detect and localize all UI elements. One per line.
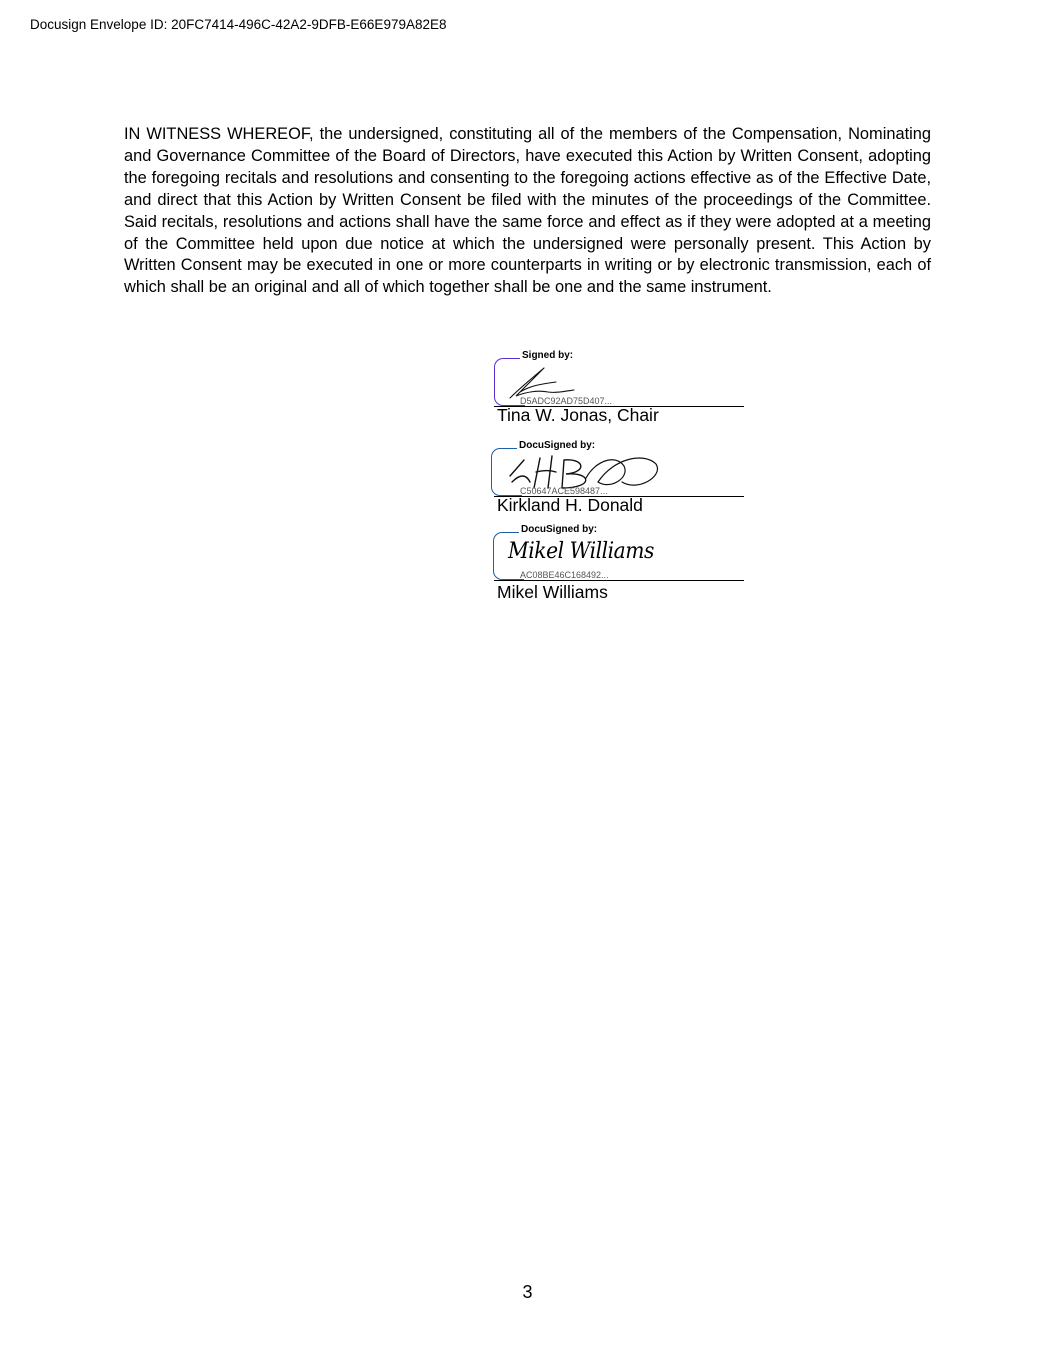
signature-caption: DocuSigned by: — [521, 524, 598, 535]
signature-id: D5ADC92AD75D407... — [520, 396, 613, 406]
signature-id: AC08BE46C168492... — [520, 570, 609, 580]
signature-block-tina-jonas — [490, 350, 745, 438]
witness-paragraph: IN WITNESS WHEREOF, the undersigned, constituting all of the members of the Compensation, Nominating and Governance Committee of the Board of Directors, have executed this Action by Written Consent, adopting the foregoing recitals and resolutions and consenting to the foregoing actions effective as of the Effective Date, and direct that this Action by Written Consent be filed with the minutes of the proceedings of the Committee. Said recitals, resolutions and actions shall have the same force and effect as if they were adopted at a meeting of the Committee held upon due notice at which the undersigned were personally present. This Action by Written Consent may be executed in one or more counterparts in writing or by electronic transmission, each of which shall be an original and all of which together shall be one and the same instrument. — [124, 125, 931, 297]
signer-name: Tina W. Jonas, Chair — [497, 405, 659, 425]
signer-name: Kirkland H. Donald — [497, 495, 643, 515]
handwritten-signature: Mikel Williams — [508, 539, 654, 564]
signature-caption: DocuSigned by: — [519, 440, 596, 451]
signature-block-mikel-williams — [490, 524, 745, 612]
signature-caption: Signed by: — [522, 350, 574, 361]
signature-block-kirkland-donald — [490, 440, 745, 528]
envelope-id: Docusign Envelope ID: 20FC7414-496C-42A2-9DFB-E66E979A82E8 — [30, 17, 447, 32]
signer-name: Mikel Williams — [497, 582, 608, 602]
signature-id: C50647ACE598487... — [520, 486, 608, 496]
page-number: 3 — [522, 1282, 533, 1302]
signature-line — [494, 580, 744, 581]
